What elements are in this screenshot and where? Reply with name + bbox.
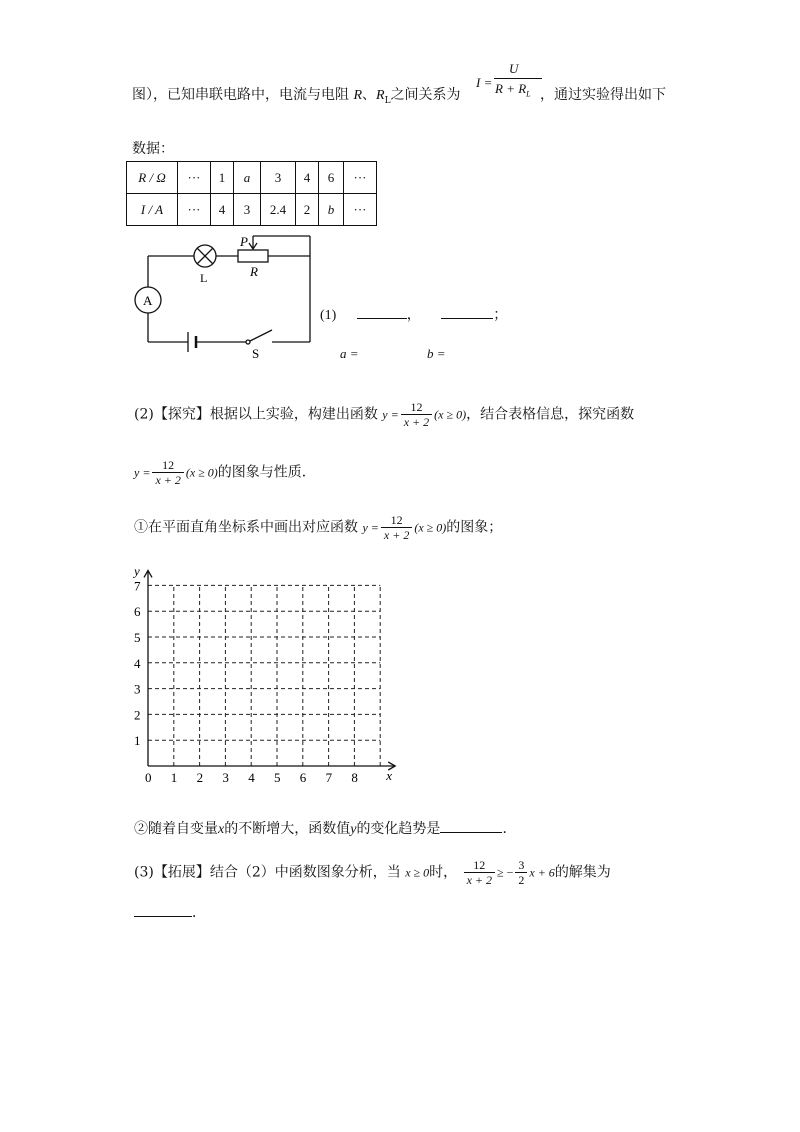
intro-text: 图），已知串联电路中，电流与电阻 bbox=[132, 87, 349, 103]
x-tick-label: 5 bbox=[274, 770, 281, 785]
x-tick-label: 7 bbox=[325, 770, 333, 785]
x-tick-label: 0 bbox=[145, 770, 152, 785]
q3-end: ． bbox=[192, 905, 206, 921]
y-tick-label: 7 bbox=[134, 578, 141, 594]
item2-end: ． bbox=[502, 821, 517, 837]
y-tick-label: 2 bbox=[134, 707, 141, 723]
y-tick-label: 5 bbox=[134, 630, 141, 645]
item2-prefix: ②随着自变量 bbox=[134, 821, 218, 837]
answer-blank-b[interactable] bbox=[441, 318, 493, 319]
rhs-tail: x + 6 bbox=[529, 865, 555, 880]
x-tick-label: 4 bbox=[248, 770, 255, 785]
table-cell-b: b bbox=[319, 194, 344, 226]
y-tick-label: 6 bbox=[134, 604, 141, 620]
answer-blank-trend[interactable] bbox=[440, 832, 502, 833]
table-cell: 3 bbox=[234, 194, 261, 226]
var-r: R bbox=[353, 88, 363, 103]
func-y: y = bbox=[134, 465, 151, 480]
lhs-fraction bbox=[464, 858, 495, 887]
formula-den-text: R + R bbox=[495, 81, 527, 96]
x-tick-label: 3 bbox=[222, 770, 229, 785]
q3-cond-suffix: 时， bbox=[429, 864, 458, 881]
formula-num: U bbox=[509, 61, 519, 76]
coordinate-grid bbox=[128, 556, 398, 788]
fraction-bar bbox=[494, 78, 542, 79]
q2-item-2 bbox=[134, 818, 516, 838]
lhs-num: 12 bbox=[473, 858, 486, 872]
table-cell: R / Ω bbox=[127, 162, 178, 194]
q3-suffix: 的解集为 bbox=[554, 864, 611, 881]
func-domain: (x ≥ 0) bbox=[185, 465, 218, 480]
table-cell-a: a bbox=[234, 162, 261, 194]
func-domain: (x ≥ 0) bbox=[414, 520, 447, 535]
q1-sep: ， bbox=[406, 307, 421, 323]
b-label: b = bbox=[427, 346, 446, 361]
item1-prefix: ①在平面直角坐标系中画出对应函数 bbox=[134, 519, 358, 536]
intro-suffix: ，通过实验得出如下 bbox=[540, 87, 666, 103]
switch-label: S bbox=[252, 346, 260, 361]
formula-den-sub: L bbox=[526, 89, 531, 99]
table-cell: ··· bbox=[344, 162, 377, 194]
circuit-diagram bbox=[120, 228, 330, 368]
rhs-fraction bbox=[515, 858, 527, 887]
table-cell: 4 bbox=[296, 162, 319, 194]
func-fraction bbox=[381, 513, 412, 542]
table-cell: I / A bbox=[127, 194, 178, 226]
slider-label: P bbox=[240, 234, 248, 249]
item1-suffix: 的图象； bbox=[446, 519, 503, 536]
data-table bbox=[126, 161, 377, 226]
q2-item-1 bbox=[134, 513, 502, 542]
x-tick-label: 6 bbox=[299, 770, 307, 785]
item2-y: y bbox=[350, 822, 357, 837]
x-tick-label: 2 bbox=[196, 770, 204, 785]
func-y: y = bbox=[382, 407, 399, 422]
item2-suffix: 的变化趋势是 bbox=[356, 821, 441, 837]
y-axis-label: y bbox=[134, 563, 140, 579]
func-domain: (x ≥ 0) bbox=[434, 407, 467, 422]
func-num: 12 bbox=[390, 513, 403, 527]
table-cell: 1 bbox=[211, 162, 234, 194]
q2-label: (2)【探究】根据以上实验，构建出函数 bbox=[134, 406, 378, 423]
x-axis-label: x bbox=[386, 768, 392, 783]
q1-line bbox=[320, 304, 507, 324]
q1-end: ； bbox=[493, 307, 508, 323]
q2-suffix: ，结合表格信息，探究函数 bbox=[466, 406, 635, 423]
y-tick-label: 3 bbox=[134, 681, 141, 697]
table-cell: ··· bbox=[178, 162, 211, 194]
table-cell: 2.4 bbox=[261, 194, 296, 226]
x-tick-label: 8 bbox=[351, 770, 358, 785]
func-y: y = bbox=[362, 520, 379, 535]
lamp-label: L bbox=[200, 271, 208, 285]
table-cell: ··· bbox=[178, 194, 211, 226]
q3-label: (3)【拓展】结合（2）中函数图象分析，当 bbox=[134, 864, 401, 881]
y-tick-label: 4 bbox=[134, 655, 141, 671]
table-cell: 6 bbox=[319, 162, 344, 194]
data-label: 数据： bbox=[132, 141, 174, 157]
switch-contact bbox=[246, 340, 250, 344]
ammeter-label: A bbox=[143, 293, 153, 308]
item2-x: x bbox=[218, 822, 225, 837]
intro-mid: 之间关系为 bbox=[390, 87, 461, 103]
sep: 、 bbox=[362, 87, 377, 103]
intro-line-1 bbox=[132, 84, 461, 106]
q2-line2-suffix: 的图象与性质． bbox=[217, 464, 316, 481]
q3-line bbox=[134, 858, 611, 887]
q2-line-1 bbox=[134, 400, 634, 429]
x-tick-label: 1 bbox=[170, 770, 178, 785]
q3-cond: x ≥ 0 bbox=[405, 865, 430, 880]
table-cell: 4 bbox=[211, 194, 234, 226]
table-cell: 3 bbox=[261, 162, 296, 194]
table-row-i bbox=[127, 194, 377, 226]
formula-den bbox=[495, 81, 531, 99]
func-fraction bbox=[152, 458, 183, 487]
q3-answer-line bbox=[134, 902, 206, 922]
func-fraction bbox=[401, 400, 432, 429]
lhs-den: x + 2 bbox=[464, 872, 495, 887]
item2-mid: 的不断增大，函数值 bbox=[224, 821, 351, 837]
y-tick-label: 1 bbox=[134, 733, 141, 749]
var-rl-sub: L bbox=[384, 95, 391, 106]
q2-line-2 bbox=[134, 458, 316, 487]
table-row-r bbox=[127, 162, 377, 194]
func-num: 12 bbox=[162, 458, 175, 472]
func-den: x + 2 bbox=[401, 414, 432, 429]
answer-blank-solution[interactable] bbox=[134, 916, 192, 917]
func-num: 12 bbox=[410, 400, 423, 414]
answer-blank-a[interactable] bbox=[357, 318, 407, 319]
table-cell: 2 bbox=[296, 194, 319, 226]
func-den: x + 2 bbox=[152, 472, 183, 487]
a-label: a = bbox=[340, 346, 359, 361]
table-cell: ··· bbox=[344, 194, 377, 226]
rheostat-icon bbox=[238, 250, 268, 262]
rhs-den: 2 bbox=[515, 872, 527, 887]
var-rl: R bbox=[376, 88, 385, 103]
formula-lhs: I = bbox=[476, 75, 493, 90]
rhs-num: 3 bbox=[518, 858, 525, 872]
q1-label: (1) bbox=[320, 308, 337, 323]
switch-lever bbox=[250, 330, 272, 341]
resistor-label: R bbox=[250, 264, 258, 279]
q3-ineq: ≥ − bbox=[497, 865, 514, 880]
func-den: x + 2 bbox=[381, 527, 412, 542]
